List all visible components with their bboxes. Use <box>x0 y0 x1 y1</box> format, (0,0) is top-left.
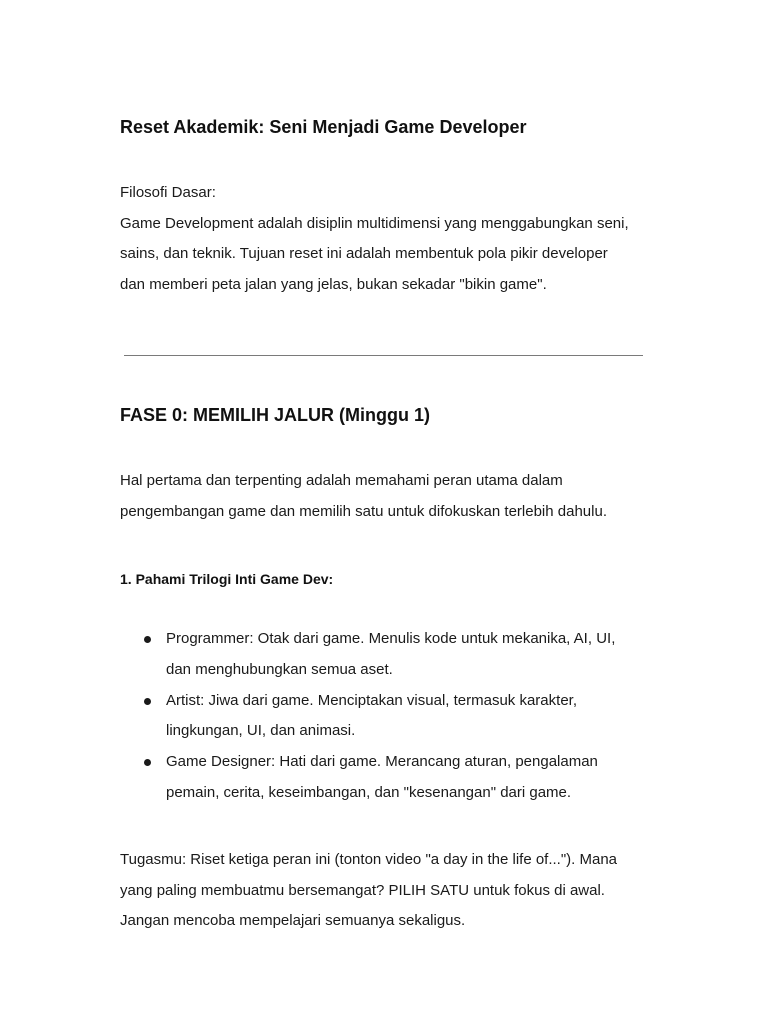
list-item-programmer <box>120 624 660 686</box>
bullet-icon <box>144 698 151 705</box>
bullet-icon <box>144 636 151 643</box>
horizontal-divider <box>124 355 643 356</box>
phase-heading: FASE 0: MEMILIH JALUR (Minggu 1) <box>120 405 430 425</box>
list-item-line: Artist: Jiwa dari game. Menciptakan visual, termasuk karakter, <box>166 691 577 709</box>
phase-intro-line: pengembangan game dan memilih satu untuk difokuskan terlebih dahulu. <box>120 502 607 520</box>
philosophy-paragraph <box>120 178 660 300</box>
list-item-line: pemain, cerita, keseimbangan, dan "kesenangan" dari game. <box>166 783 572 801</box>
bullet-icon <box>144 759 151 766</box>
philosophy-text-line: sains, dan teknik. Tujuan reset ini adalah membentuk pola pikir developer <box>120 245 608 262</box>
task-line: Tugasmu: Riset ketiga peran ini (tonton video "a day in the life of..."). Mana <box>120 851 618 868</box>
list-item-artist <box>120 686 660 748</box>
philosophy-text-line: dan memberi peta jalan yang jelas, bukan sekadar "bikin game". <box>120 275 547 293</box>
task-line: yang paling membuatmu bersemangat? PILIH SATU untuk fokus di awal. <box>120 881 605 899</box>
philosophy-label: Filosofi Dasar: <box>120 184 216 201</box>
trilogy-subheading: 1. Pahami Trilogi Inti Game Dev: <box>120 571 334 587</box>
roles-list <box>120 624 660 809</box>
phase-intro-line: Hal pertama dan terpenting adalah memahami peran utama dalam <box>120 472 563 489</box>
list-item-line: dan menghubungkan semua aset. <box>166 660 393 678</box>
list-item-game-designer <box>120 747 660 809</box>
philosophy-text-line: Game Development adalah disiplin multidimensi yang menggabungkan seni, <box>120 214 629 232</box>
list-item-line: lingkungan, UI, dan animasi. <box>166 722 356 740</box>
task-line: Jangan mencoba mempelajari semuanya sekaligus. <box>120 912 466 929</box>
list-item-line: Game Designer: Hati dari game. Merancang aturan, pengalaman <box>166 753 598 771</box>
list-item-line: Programmer: Otak dari game. Menulis kode untuk mekanika, AI, UI, <box>166 630 616 647</box>
document-title: Reset Akademik: Seni Menjadi Game Developer <box>120 117 527 137</box>
phase-intro-paragraph <box>120 466 660 527</box>
task-paragraph <box>120 845 660 937</box>
